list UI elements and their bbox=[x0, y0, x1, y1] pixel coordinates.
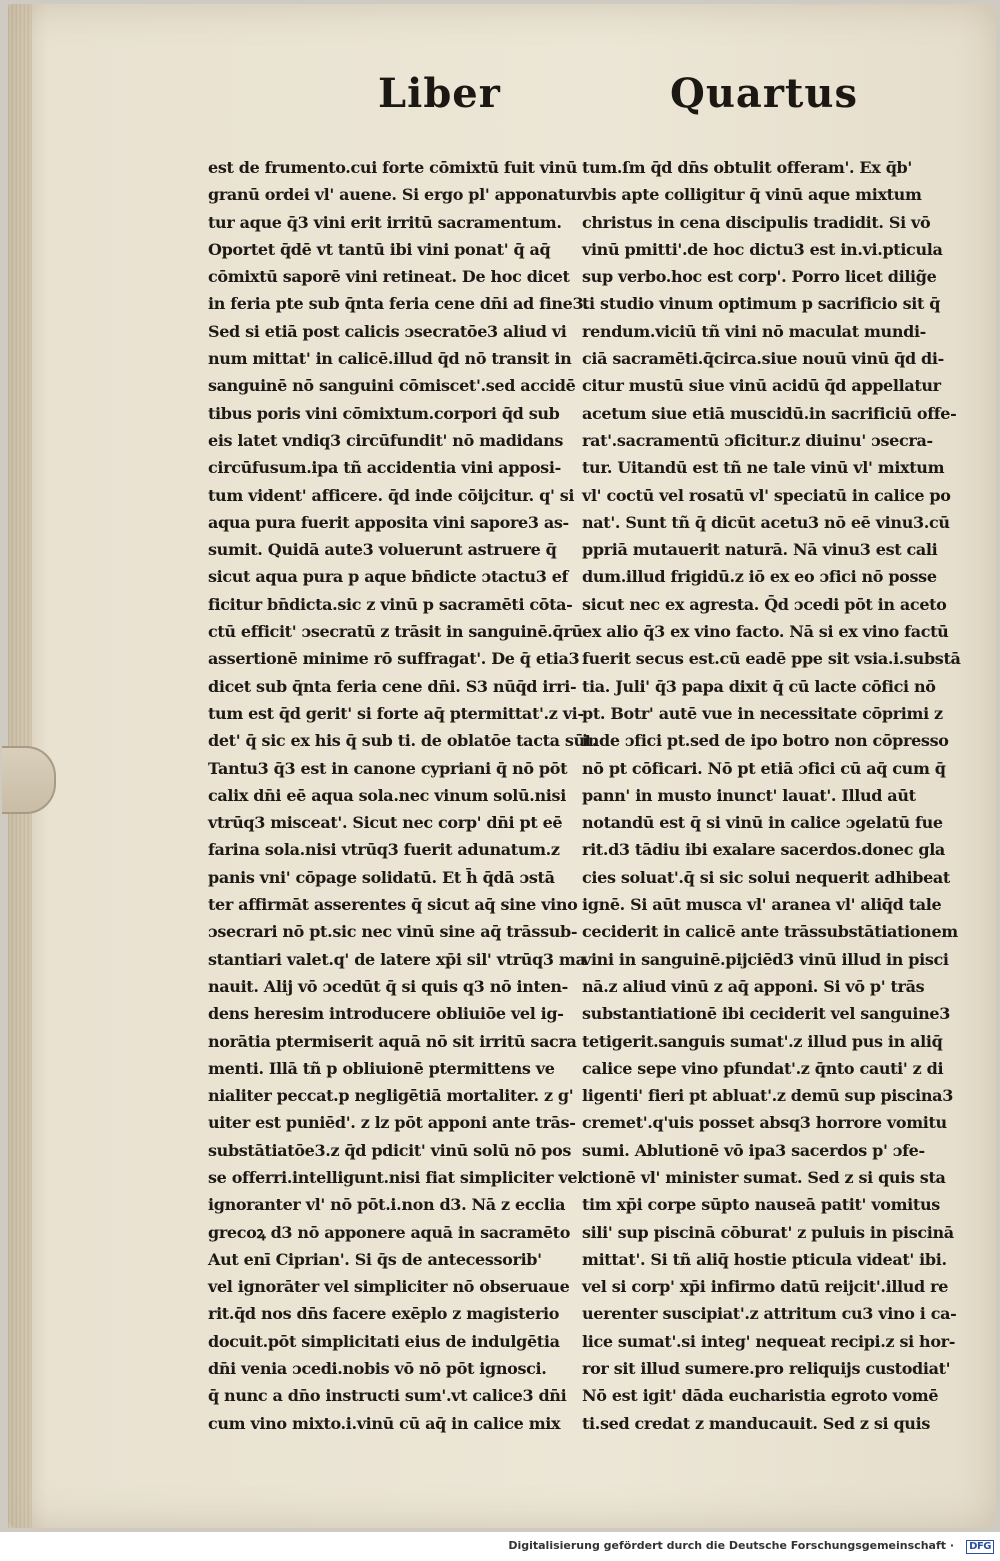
text-line: num mittat' in calicē.illud q̄d nō transit in bbox=[208, 349, 572, 369]
text-line: eis latet vndiq3 circūfundit' nō madidans bbox=[208, 430, 564, 450]
text-line: ligenti' fieri pt abluat'.z demū sup piscina3 bbox=[582, 1086, 953, 1106]
text-line: dens heresim introducere obliuiōe vel ig- bbox=[208, 1004, 564, 1024]
text-line: notandū est q̄ si vinū in calice ɔgelatū fue bbox=[582, 813, 943, 833]
text-line: sicut aqua pura p aque bn̄dicte ɔtactu3 ef bbox=[208, 567, 569, 587]
text-line: in feria pte sub q̄nta feria cene dn̄i ad fine3. bbox=[208, 294, 589, 314]
text-line: tur aque q̄3 vini erit irritū sacramentum. bbox=[208, 212, 562, 232]
text-line: sicut nec ex agresta. Q̄d ɔcedi pōt in aceto bbox=[582, 594, 947, 614]
text-line: pann' in musto inunct' lauat'. Illud aūt bbox=[582, 785, 916, 805]
text-line: assertionē minime rō suffragat'. De q̄ etia3 bbox=[208, 649, 580, 669]
text-line: ignoranter vl' nō pōt.i.non d3. Nā z ecclia bbox=[208, 1195, 566, 1215]
text-line: aqua pura fuerit apposita vini sapore3 as- bbox=[208, 512, 569, 532]
text-line: nauit. Alij vō ɔcedūt q̄ si quis q3 nō inten- bbox=[208, 976, 568, 996]
text-line: sili' sup piscinā cōburat' z puluis in piscinā bbox=[582, 1222, 954, 1242]
text-line: pt. Botr' autē vue in necessitate cōprimi z bbox=[582, 703, 943, 723]
text-line: ciā sacramēti.q̄circa.siue nouū vinū q̄d di- bbox=[582, 349, 944, 369]
text-line: nat'. Sunt tñ q̄ dicūt acetu3 nō eē vinu3.cū bbox=[582, 512, 950, 532]
text-line: rit.q̄d nos dn̄s facere exēplo z magisterio bbox=[208, 1304, 560, 1324]
text-line: ter affirmāt asserentes q̄ sicut aq̄ sine vino bbox=[208, 895, 578, 915]
text-line: ex alio q̄3 ex vino facto. Nā si ex vino factū bbox=[582, 622, 949, 642]
text-line: ror sit illud sumere.pro reliquijs custodiat' bbox=[582, 1359, 951, 1379]
text-line: christus in cena discipulis tradidit. Si vō bbox=[582, 212, 931, 232]
funding-notice: Digitalisierung gefördert durch die Deutsche Forschungsgemeinschaft · bbox=[508, 1539, 954, 1552]
text-line: tum.ſm q̄d dn̄s obtulit offeram'. Ex q̄b' bbox=[582, 158, 912, 177]
text-line: ficitur bn̄dicta.sic z vinū p sacramēti cōta- bbox=[208, 594, 573, 614]
book-clasp bbox=[2, 746, 56, 814]
text-line: ctū efficit' ɔsecratū z trāsit in sanguinē.q̄rū bbox=[208, 622, 583, 642]
text-line: vel si corp' xp̄i infirmo datū reijcit'.illud re bbox=[582, 1277, 949, 1297]
text-line: cies soluat'.q̄ si sic solui nequerit adhibeat bbox=[582, 867, 950, 887]
text-line: tibus poris vini cōmixtum.corpori q̄d sub bbox=[208, 403, 560, 423]
text-line: ti.sed credat z manducauit. Sed z si quis bbox=[582, 1413, 930, 1433]
text-line: det' q̄ sic ex his q̄ sub ti. de oblatōe tacta sūt. bbox=[208, 731, 598, 751]
text-line: dn̄i venia ɔcedi.nobis vō nō pōt ignosci. bbox=[208, 1359, 547, 1379]
text-line: calice sepe vino pfundat'.z q̄nto cauti' z di bbox=[582, 1058, 944, 1078]
text-line: q̄ nunc a dn̄o instructi sum'.vt calice3 dn̄i bbox=[208, 1386, 567, 1406]
text-line: substātiatōe3.z q̄d pdicit' vinū solū nō pos bbox=[208, 1140, 571, 1160]
text-line: tum vident' afficere. q̄d inde cōijcitur. q' si bbox=[208, 485, 575, 505]
text-line: sumi. Ablutionē vō ipa3 sacerdos p' ɔfe- bbox=[582, 1140, 925, 1160]
text-line: uiter est puniēd'. z lz pōt apponi ante trās- bbox=[208, 1113, 576, 1133]
text-line: norātia ptermiserit aquā nō sit irritū sacra bbox=[208, 1031, 577, 1051]
text-line: tia. Juli' q̄3 papa dixit q̄ cū lacte cōfici nō bbox=[582, 676, 936, 696]
text-line: panis vni' cōpage solidatū. Et h̄ q̄dā ɔstā bbox=[208, 867, 555, 887]
text-line: menti. Illā tñ p obliuionē ptermittens ve bbox=[208, 1058, 555, 1078]
text-line: Aut enī Ciprian'. Si q̄s de antecessorib' bbox=[208, 1249, 542, 1269]
text-line: nō pt cōficari. Nō pt etiā ɔfici cū aq̄ cum q̄ bbox=[582, 758, 946, 778]
text-line: ctionē vl' minister sumat. Sed z si quis sta bbox=[582, 1167, 946, 1187]
text-line: vbis apte colligitur q̄ vinū aque mixtum bbox=[582, 185, 922, 205]
text-line: tur. Uitandū est tñ ne tale vinū vl' mixtum bbox=[582, 458, 945, 478]
text-line: acetum siue etiā muscidū.in sacrificiū offe- bbox=[582, 403, 957, 423]
text-line: cōmixtū saporē vini retineat. De hoc dicet bbox=[208, 267, 570, 287]
text-line: rat'.sacramentū ɔficitur.z diuinu' ɔsecra- bbox=[582, 430, 933, 450]
text-line: vel ignorāter vel simpliciter nō obseruaue bbox=[208, 1277, 570, 1297]
text-line: ceciderit in calicē ante trāssubstātiationem bbox=[582, 922, 958, 942]
text-line: ignē. Si aūt musca vl' aranea vl' aliq̄d tale bbox=[582, 895, 942, 915]
book-page bbox=[8, 4, 996, 1528]
text-line: citur mustū siue vinū acidū q̄d appellatur bbox=[582, 376, 941, 396]
text-line: grecoꝝ d3 nō apponere aquā in sacramēto bbox=[208, 1222, 571, 1242]
text-line: rendum.viciū tñ vini nō maculat mundi- bbox=[582, 321, 926, 341]
text-line: vtrūq3 misceat'. Sicut nec corp' dn̄i pt eē bbox=[208, 813, 563, 833]
text-line: vinū pmitti'.de hoc dictu3 est in.vi.pticula bbox=[582, 239, 943, 259]
text-line: fuerit secus est.cū eadē ppe sit vsia.i.substā bbox=[582, 649, 961, 669]
text-line: sumit. Quidā aute3 voluerunt astruere q̄ bbox=[208, 540, 557, 560]
running-head-left: Liber bbox=[378, 70, 501, 117]
dfg-logo: DFG bbox=[966, 1540, 994, 1554]
text-line: Oportet q̄dē vt tantū ibi vini ponat' q̄ aq̄ bbox=[208, 239, 551, 259]
text-line: nialiter peccat.p negligētiā mortaliter. z g' bbox=[208, 1086, 574, 1106]
text-line: docuit.pōt simplicitati eius de indulgētia bbox=[208, 1331, 560, 1351]
text-line: tim xp̄i corpe sūpto nauseā patit' vomitus bbox=[582, 1195, 940, 1215]
text-line: ti studio vinum optimum p sacrificio sit q̄ bbox=[582, 294, 941, 314]
text-line: vini in sanguinē.pijciēd3 vinū illud in pisci bbox=[582, 949, 949, 969]
text-line: calix dn̄i eē aqua sola.nec vinum solū.nisi bbox=[208, 785, 566, 805]
text-line: tetigerit.sanguis sumat'.z illud pus in aliq̄ bbox=[582, 1031, 943, 1051]
text-line: se offerri.intelligunt.nisi fiat simpliciter vel bbox=[208, 1167, 583, 1187]
text-line: circūfusum.ipa tñ accidentia vini apposi- bbox=[208, 458, 561, 478]
text-line: cremet'.q'uis posset absq3 horrore vomitu bbox=[582, 1113, 947, 1133]
text-line: vl' coctū vel rosatū vl' speciatū in calice po bbox=[582, 485, 951, 505]
text-column-right bbox=[582, 154, 961, 1437]
text-line: lice sumat'.si integ' nequeat recipi.z si hor- bbox=[582, 1331, 956, 1351]
text-line: inde ɔfici pt.sed de ipo botro non cōpresso bbox=[582, 731, 949, 751]
running-head-right: Quartus bbox=[670, 70, 858, 117]
text-line: stantiari valet.q' de latere xp̄i sil' vtrūq3 ma bbox=[208, 949, 586, 969]
text-line: tum est q̄d gerit' si forte aq̄ ptermittat'.z vi- bbox=[208, 703, 584, 723]
text-line: Nō est igit' dāda eucharistia egroto vomē bbox=[582, 1386, 939, 1406]
text-line: nā.z aliud vinū z aq̄ apponi. Si vō p' trās bbox=[582, 976, 925, 996]
text-line: Tantu3 q̄3 est in canone cypriani q̄ nō pōt bbox=[208, 758, 568, 778]
text-line: dicet sub q̄nta feria cene dn̄i. S3 nūq̄d irri- bbox=[208, 676, 577, 696]
text-column-left bbox=[208, 154, 598, 1437]
text-line: dum.illud frigidū.z iō ex eo ɔfici nō posse bbox=[582, 567, 937, 587]
text-line: est de frumento.cui forte cōmixtū fuit vinū bbox=[208, 158, 577, 177]
text-line: farina sola.nisi vtrūq3 fuerit adunatum.z bbox=[208, 840, 560, 860]
text-line: ɔsecrari nō pt.sic nec vinū sine aq̄ trāssub- bbox=[208, 922, 578, 942]
footer-bar bbox=[0, 1532, 1000, 1561]
text-line: sup verbo.hoc est corp'. Porro licet dilig̃e bbox=[582, 267, 937, 287]
text-line: Sed si etiā post calicis ɔsecratōe3 aliud vi bbox=[208, 321, 567, 341]
text-line: cum vino mixto.i.vinū cū aq̄ in calice mix bbox=[208, 1413, 561, 1433]
text-line: substantiationē ibi ceciderit vel sanguine3 bbox=[582, 1004, 951, 1024]
text-line: sanguinē nō sanguini cōmiscet'.sed accidē bbox=[208, 376, 576, 396]
text-line: mittat'. Si tñ aliq̄ hostie pticula videat' ibi. bbox=[582, 1249, 947, 1269]
text-line: uerenter suscipiat'.z attritum cu3 vino i ca- bbox=[582, 1304, 957, 1324]
text-line: rit.d3 tādiu ibi exalare sacerdos.donec gla bbox=[582, 840, 945, 860]
text-line: granū ordei vl' auene. Si ergo pl' apponatur bbox=[208, 185, 585, 205]
text-line: ppriā mutauerit naturā. Nā vinu3 est cali bbox=[582, 540, 938, 560]
